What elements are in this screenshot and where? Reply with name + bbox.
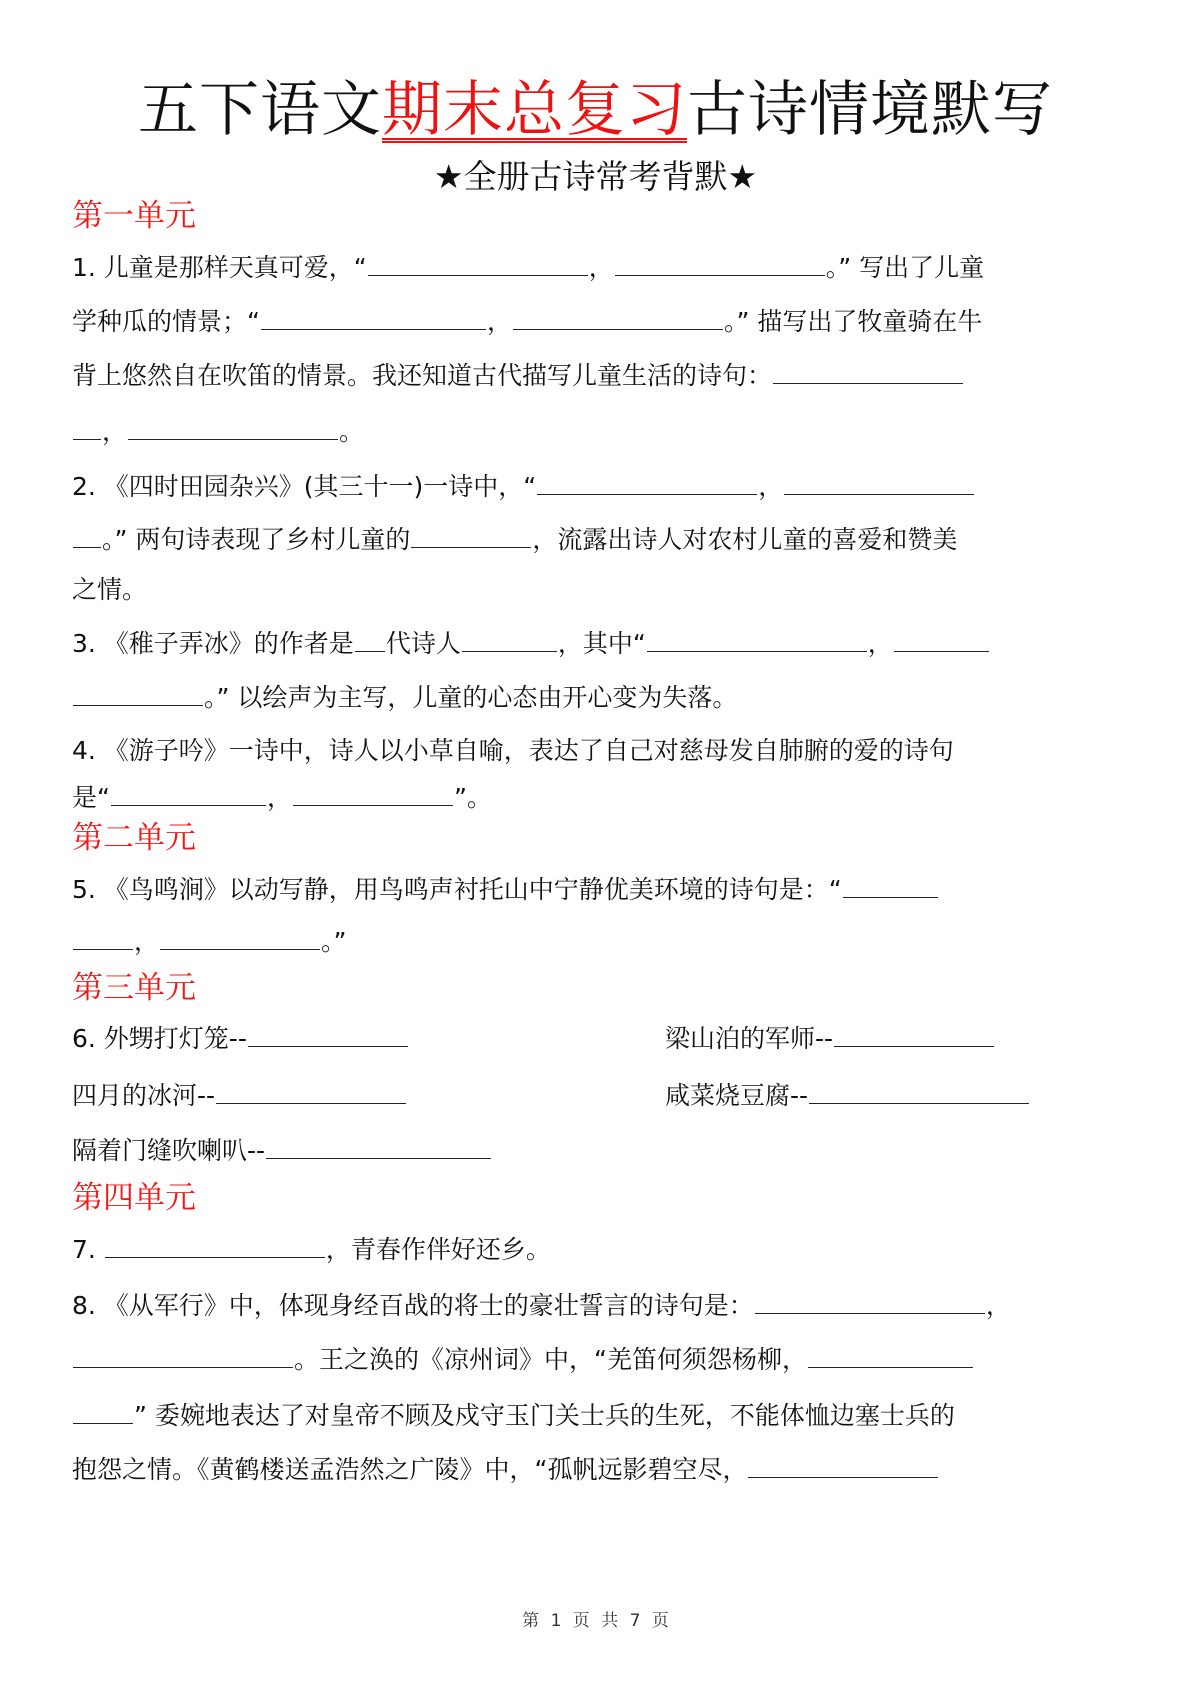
title-suffix: 古诗情境默写 (687, 75, 1053, 145)
question-text: 。王之涣的《凉州词》中，“羌笛何须怨杨柳， (294, 1345, 807, 1374)
question-text: ， (588, 253, 614, 282)
fill-in-blank[interactable] (411, 523, 531, 548)
fill-in-blank[interactable] (128, 415, 338, 440)
unit-heading-1: 第一单元 (72, 198, 196, 234)
question-6-item-1 (72, 1021, 409, 1057)
fill-in-blank[interactable] (755, 1289, 985, 1314)
fill-in-blank[interactable] (293, 781, 453, 806)
fill-in-blank[interactable] (160, 925, 320, 950)
question-6-item-4 (665, 1078, 1030, 1114)
fill-in-blank[interactable] (834, 1022, 994, 1047)
page-title (0, 70, 1191, 150)
fill-in-blank[interactable] (355, 627, 385, 652)
question-2-line-3 (72, 572, 147, 608)
fill-in-blank[interactable] (773, 359, 963, 384)
question-text: 3. 《稚子弄冰》的作者是 (72, 629, 354, 658)
fill-in-blank[interactable] (894, 627, 989, 652)
unit-heading-2: 第二单元 (72, 820, 196, 856)
fill-in-blank[interactable] (111, 781, 266, 806)
question-text: 抱怨之情。《黄鹤楼送孟浩然之广陵》中，“孤帆远影碧空尽， (72, 1455, 748, 1484)
fill-in-blank[interactable] (248, 1022, 408, 1047)
fill-in-blank[interactable] (843, 873, 938, 898)
fill-in-blank[interactable] (73, 523, 101, 548)
question-6-item-3 (72, 1078, 407, 1114)
question-text: 2. 《四时田园杂兴》(其三十一)一诗中，“ (72, 472, 537, 501)
question-2-line-2 (72, 522, 957, 558)
unit-heading-3: 第三单元 (72, 970, 196, 1006)
fill-in-blank[interactable] (73, 415, 101, 440)
fill-in-blank[interactable] (615, 251, 825, 276)
question-text: ， (266, 783, 292, 812)
question-1-line-4 (72, 414, 364, 450)
question-text: 。” (321, 927, 347, 956)
question-1-line-3 (72, 358, 964, 394)
fill-in-blank[interactable] (462, 627, 557, 652)
question-text: 。” 两句诗表现了乡村儿童的 (102, 525, 411, 554)
page-subtitle: ★全册古诗常考背默★ (433, 157, 758, 196)
question-text: 6. 外甥打灯笼-- (72, 1024, 247, 1053)
question-2-line-1 (72, 469, 975, 505)
question-1-line-1 (72, 250, 984, 286)
question-3-line-2 (72, 680, 737, 716)
question-text: 。” 描写出了牧童骑在牛 (723, 307, 983, 336)
question-text: ，青春作伴好还乡。 (325, 1235, 551, 1264)
question-text: 之情。 (72, 575, 148, 604)
question-4-line-2 (72, 780, 492, 816)
question-text: 背上悠然自在吹笛的情景。我还知道古代描写儿童生活的诗句： (72, 361, 773, 390)
question-text: ， (102, 417, 128, 446)
question-5-line-1 (72, 872, 939, 908)
question-6-item-2 (665, 1021, 995, 1057)
fill-in-blank[interactable] (73, 1399, 133, 1424)
question-4-line-1 (72, 733, 954, 769)
question-text: 5. 《鸟鸣涧》以动写静，用鸟鸣声衬托山中宁静优美环境的诗句是：“ (72, 875, 842, 904)
unit-heading-4: 第四单元 (72, 1180, 196, 1216)
question-text: ，其中“ (557, 629, 646, 658)
question-text: 1. 儿童是那样天真可爱，“ (72, 253, 367, 282)
question-text: 四月的冰河-- (72, 1081, 216, 1110)
title-highlight: 期末总复习 (382, 75, 687, 145)
question-8-line-2 (72, 1342, 974, 1378)
question-text: 8. 《从军行》中，体现身经百战的将士的豪壮誓言的诗句是： (72, 1291, 754, 1320)
question-text: 咸菜烧豆腐-- (665, 1081, 809, 1110)
title-prefix: 五下语文 (138, 75, 382, 145)
fill-in-blank[interactable] (266, 1134, 491, 1159)
question-text: 是“ (72, 783, 110, 812)
fill-in-blank[interactable] (368, 251, 588, 276)
question-text: 学种瓜的情景；“ (72, 307, 260, 336)
question-text: ，流露出诗人对农村儿童的喜爱和赞美 (532, 525, 958, 554)
fill-in-blank[interactable] (647, 627, 867, 652)
question-text: ， (985, 1291, 1011, 1320)
question-text: ”。 (453, 783, 492, 812)
fill-in-blank[interactable] (261, 305, 486, 330)
fill-in-blank[interactable] (809, 1079, 1029, 1104)
fill-in-blank[interactable] (537, 470, 757, 495)
fill-in-blank[interactable] (808, 1343, 973, 1368)
question-text: 代诗人 (385, 629, 461, 658)
question-text: ， (758, 472, 784, 501)
question-text: ” 委婉地表达了对皇帝不顾及戍守玉门关士兵的生死，不能体恤边塞士兵的 (134, 1401, 955, 1430)
question-text: 梁山泊的军师-- (665, 1024, 834, 1053)
question-text: ， (867, 629, 893, 658)
question-text: 。” 以绘声为主写，儿童的心态由开心变为失落。 (204, 683, 738, 712)
fill-in-blank[interactable] (73, 1343, 293, 1368)
fill-in-blank[interactable] (216, 1079, 406, 1104)
question-3-line-1 (72, 626, 990, 662)
question-text: ， (486, 307, 512, 336)
fill-in-blank[interactable] (73, 681, 203, 706)
fill-in-blank[interactable] (748, 1453, 938, 1478)
question-5-line-2 (72, 924, 346, 960)
question-1-line-2 (72, 304, 982, 340)
fill-in-blank[interactable] (784, 470, 974, 495)
question-text: 。” 写出了儿童 (825, 253, 985, 282)
page-footer: 第 1 页 共 7 页 (522, 1611, 669, 1631)
question-6-item-5 (72, 1133, 492, 1169)
question-7-line-1 (72, 1232, 551, 1268)
question-8-line-3 (72, 1398, 955, 1434)
question-text: 。 (339, 417, 365, 446)
fill-in-blank[interactable] (73, 925, 133, 950)
question-8-line-1 (72, 1288, 1011, 1324)
fill-in-blank[interactable] (513, 305, 723, 330)
question-text: ， (134, 927, 160, 956)
question-text: 隔着门缝吹喇叭-- (72, 1136, 266, 1165)
question-text: 7. (72, 1235, 104, 1264)
question-8-line-4 (72, 1452, 939, 1488)
question-text: 4. 《游子吟》一诗中，诗人以小草自喻，表达了自己对慈母发自肺腑的爱的诗句 (72, 736, 954, 765)
fill-in-blank[interactable] (105, 1233, 325, 1258)
